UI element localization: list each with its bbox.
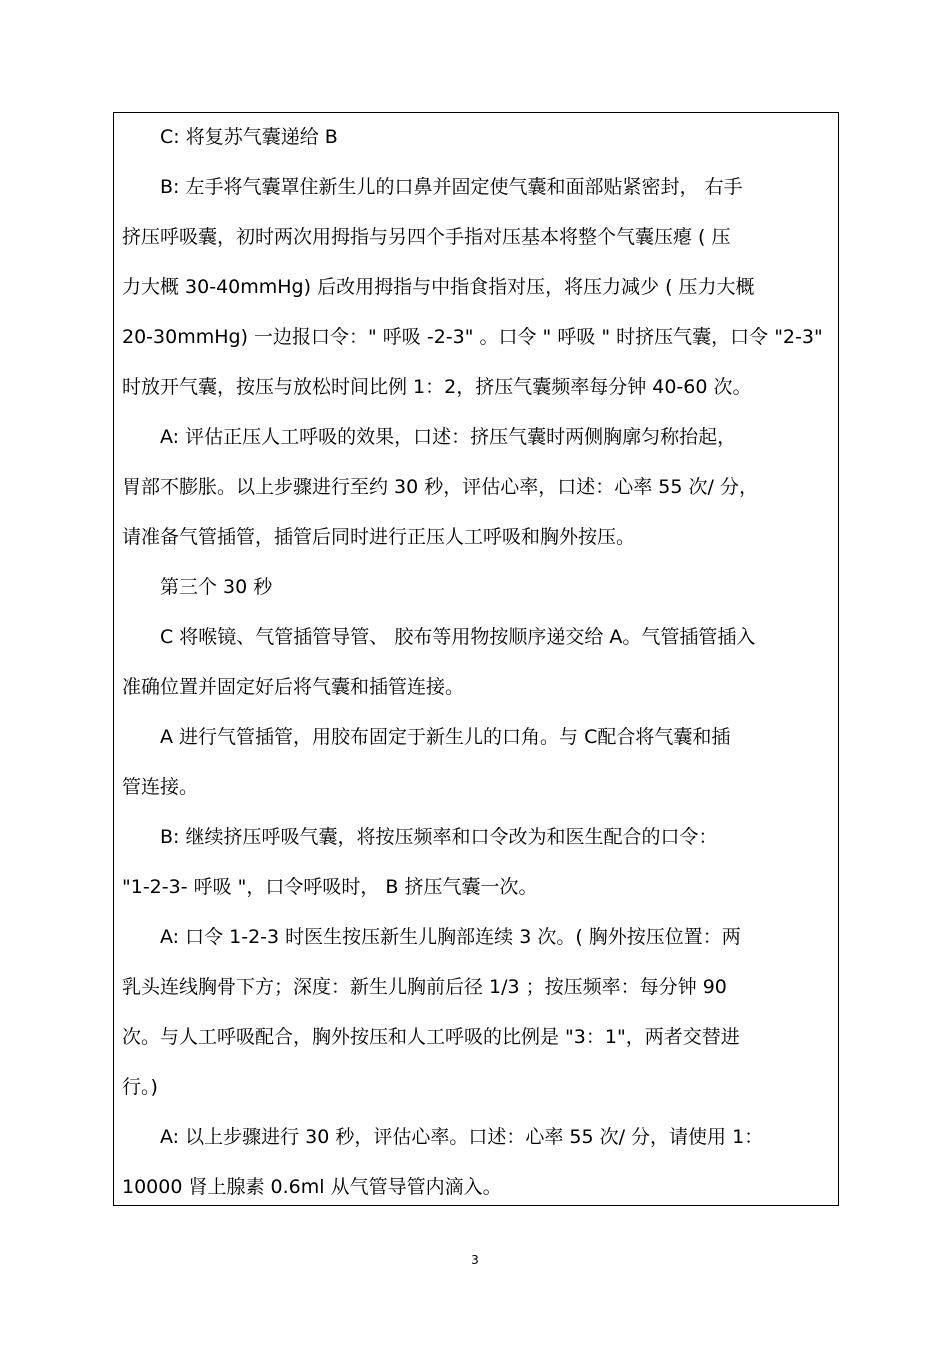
text-line-9: 请准备气管插管，插管后同时进行正压人工呼吸和胸外按压。	[122, 526, 636, 548]
text-line-14: 管连接。	[122, 776, 199, 798]
page-number: 3	[471, 1253, 479, 1267]
text-line-20: 行。)	[122, 1076, 158, 1098]
text-line-7: A: 评估正压人工呼吸的效果，口述：挤压气囊时两侧胸廓匀称抬起，	[160, 426, 737, 448]
text-line-3: 挤压呼吸囊，初时两次用拇指与另四个手指对压基本将整个气囊压瘪 ( 压	[122, 226, 731, 248]
text-line-4: 力大概 30-40mmHg) 后改用拇指与中指食指对压，将压力减少 ( 压力大概	[122, 276, 755, 298]
text-line-19: 次。与人工呼吸配合，胸外按压和人工呼吸的比例是 "3：1"，两者交替进	[122, 1026, 740, 1048]
text-line-18: 乳头连线胸骨下方；深度：新生儿胸前后径 1/3 ；按压频率：每分钟 90	[122, 976, 727, 998]
text-line-11: C 将喉镜、气管插管导管、 胶布等用物按顺序递交给 A。气管插管插入	[160, 626, 756, 648]
text-line-16: "1-2-3- 呼吸 "，口令呼吸时， B 挤压气囊一次。	[122, 876, 538, 898]
text-line-5: 20-30mmHg) 一边报口令：" 呼吸 -2-3" 。口令 " 呼吸 " 时挤压气囊，口令 "2-3"	[122, 326, 823, 348]
section-heading-third-30s: 第三个 30 秒	[160, 576, 273, 598]
text-line-22: 10000 肾上腺素 0.6ml 从气管导管内滴入。	[122, 1176, 502, 1198]
text-line-13: A 进行气管插管，用胶布固定于新生儿的口角。与 C配合将气囊和插	[160, 726, 731, 748]
text-line-12: 准确位置并固定好后将气囊和插管连接。	[122, 676, 465, 698]
text-line-17: A: 口令 1-2-3 时医生按压新生儿胸部连续 3 次。( 胸外按压位置：两	[160, 926, 741, 948]
text-line-1: C: 将复苏气囊递给 B	[160, 126, 338, 148]
text-line-8: 胃部不膨胀。以上步骤进行至约 30 秒，评估心率，口述：心率 55 次/ 分，	[122, 476, 758, 498]
text-line-15: B: 继续挤压呼吸气囊，将按压频率和口令改为和医生配合的口令：	[160, 826, 718, 848]
text-line-2: B: 左手将气囊罩住新生儿的口鼻并固定使气囊和面部贴紧密封， 右手	[160, 176, 743, 198]
text-line-6: 时放开气囊，按压与放松时间比例 1：2，挤压气囊频率每分钟 40-60 次。	[122, 376, 752, 398]
text-line-21: A: 以上步骤进行 30 秒，评估心率。口述：心率 55 次/ 分，请使用 1：	[160, 1126, 764, 1148]
